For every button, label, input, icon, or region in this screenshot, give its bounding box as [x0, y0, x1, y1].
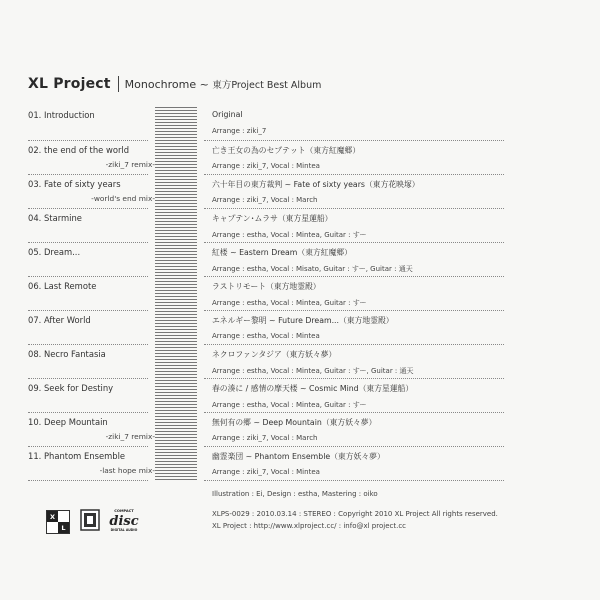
xl-project-logo-icon	[46, 510, 70, 534]
track-credit: Arrange : estha, Vocal : Mintea, Guitar : すー	[212, 231, 367, 239]
xl-logo-cell	[58, 511, 69, 522]
album-title	[125, 77, 322, 91]
album-header	[28, 76, 321, 92]
divider	[28, 310, 148, 311]
divider	[28, 208, 148, 209]
divider	[204, 480, 504, 481]
track-title: 07. After World	[28, 315, 91, 325]
track-credit: Arrange : ziki_7	[212, 127, 267, 135]
album-title-main: Monochrome ~	[124, 78, 213, 91]
divider	[28, 412, 148, 413]
track-original: ネクロファンタジア（東方妖々夢）	[212, 350, 337, 359]
track-remix: -last hope mix-	[99, 466, 155, 475]
cd-logo-disc-text: disc	[109, 514, 139, 529]
track-title: 04. Starmine	[28, 213, 82, 223]
divider	[28, 174, 148, 175]
divider	[204, 276, 504, 277]
divider	[28, 344, 148, 345]
divider	[204, 208, 504, 209]
brand-name: XL Project	[28, 76, 111, 92]
track-remix: -ziki_7 remix-	[105, 160, 155, 169]
track-credit: Arrange : ziki_7, Vocal : Mintea	[212, 468, 320, 476]
track-credit: Arrange : estha, Vocal : Mintea	[212, 332, 320, 340]
track-remix: -ziki_7 remix-	[105, 432, 155, 441]
track-original: 紅楼 ~ Eastern Dream（東方紅魔郷）	[212, 248, 352, 257]
divider	[204, 242, 504, 243]
divider	[204, 310, 504, 311]
track-credit: Arrange : estha, Vocal : Mintea, Guitar : すー	[212, 401, 367, 409]
compact-disc-logo-icon	[108, 507, 140, 533]
header-divider	[118, 76, 119, 92]
staff-credits: Illustration : Ei, Design : estha, Mastering : oiko	[212, 490, 378, 498]
track-original: 六十年目の東方裁判 ~ Fate of sixty years（東方花映塚）	[212, 180, 420, 189]
label-logo-icon	[80, 509, 100, 531]
track-title: 10. Deep Mountain	[28, 417, 108, 427]
track-title: 09. Seek for Destiny	[28, 383, 114, 393]
track-title: 06. Last Remote	[28, 281, 97, 291]
track-original: 無何有の郷 ~ Deep Mountain（東方妖々夢）	[212, 418, 377, 427]
track-original: エネルギー黎明 ~ Future Dream...（東方地霊殿）	[212, 316, 394, 325]
cd-logo-bottom-text: DIGITAL AUDIO	[110, 528, 138, 532]
track-remix: -world's end mix-	[91, 194, 155, 203]
track-title: 05. Dream...	[28, 247, 81, 257]
track-original: 亡き王女の為のセプテット（東方紅魔郷）	[212, 146, 361, 155]
divider	[28, 446, 148, 447]
divider	[204, 446, 504, 447]
contact-info: XL Project : http://www.xlproject.cc/ : info@xl project.cc	[212, 522, 407, 530]
divider	[204, 378, 504, 379]
divider	[204, 174, 504, 175]
track-credit: Arrange : ziki_7, Vocal : Mintea	[212, 162, 320, 170]
track-credit: Arrange : estha, Vocal : Misato, Guitar : すー, Guitar : 通天	[212, 265, 413, 273]
track-credit: Arrange : ziki_7, Vocal : March	[212, 196, 318, 204]
track-credit: Arrange : estha, Vocal : Mintea, Guitar : すー	[212, 299, 367, 307]
xl-logo-cell	[47, 522, 58, 533]
track-row	[0, 108, 600, 148]
divider	[204, 140, 504, 141]
divider	[28, 480, 148, 481]
track-original: キャプテン･ムラサ（東方星蓮船）	[212, 214, 333, 223]
track-original: 幽霊楽団 ~ Phantom Ensemble（東方妖々夢）	[212, 452, 385, 461]
divider	[204, 412, 504, 413]
catalog-info: XLPS-0029 : 2010.03.14 : STEREO : Copyright 2010 XL Project All rights reserved.	[212, 510, 498, 518]
track-title: 01. Introduction	[28, 110, 95, 120]
xl-logo-cell: L	[58, 522, 69, 533]
divider	[28, 242, 148, 243]
album-title-sub: 東方Project Best Album	[212, 80, 322, 91]
divider	[28, 140, 148, 141]
track-row	[0, 449, 600, 489]
cd-logo-top-text: COMPACT	[114, 509, 134, 513]
divider	[204, 344, 504, 345]
track-original: 春の湊に / 感情の摩天楼 ~ Cosmic Mind（東方星蓮船）	[212, 384, 414, 393]
track-credit: Arrange : estha, Vocal : Mintea, Guitar : すー, Guitar : 通天	[212, 367, 414, 375]
divider	[28, 276, 148, 277]
track-credit: Arrange : ziki_7, Vocal : March	[212, 434, 318, 442]
xl-logo-cell: X	[47, 511, 58, 522]
track-title: 11. Phantom Ensemble	[28, 451, 126, 461]
track-original: Original	[212, 110, 243, 119]
track-title: 08. Necro Fantasia	[28, 349, 106, 359]
divider	[28, 378, 148, 379]
track-title: 02. the end of the world	[28, 145, 130, 155]
track-title: 03. Fate of sixty years	[28, 179, 121, 189]
track-original: ラストリモート（東方地霊殿）	[212, 282, 321, 291]
